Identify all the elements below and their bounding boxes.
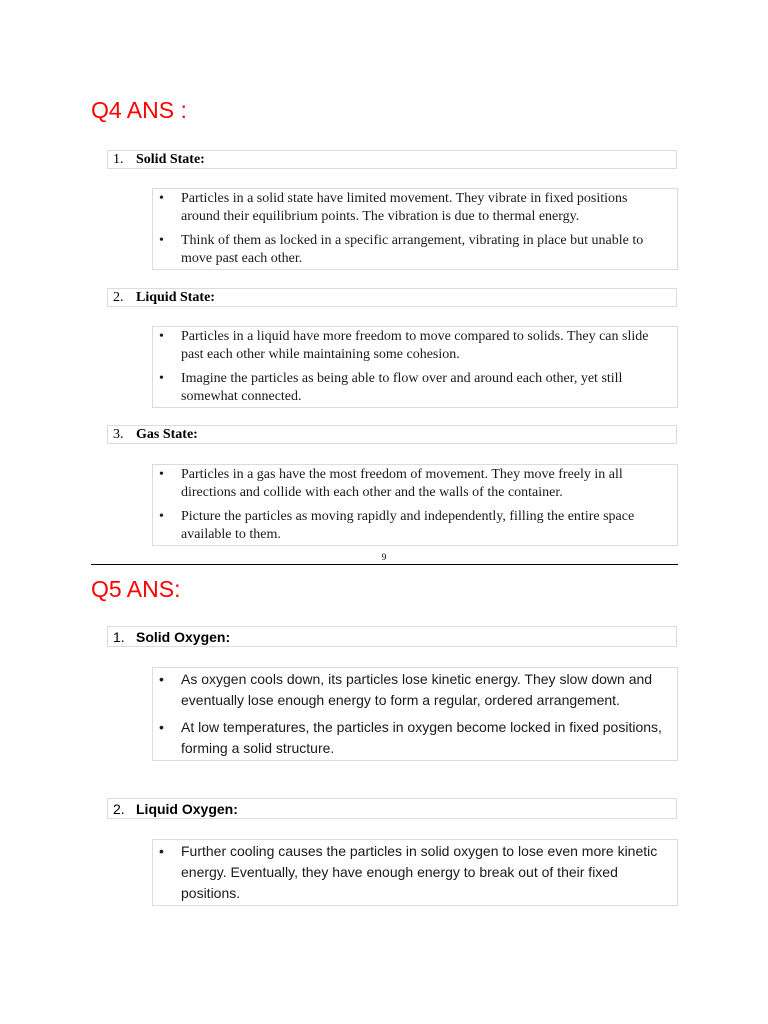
bullet-item xyxy=(153,508,669,544)
bullet-box-gas-state xyxy=(152,464,678,546)
bullet-icon: • xyxy=(159,371,164,386)
bullet-text: Further cooling causes the particles in solid oxygen to lose even more kinetic energy. Eventually, they have enough energy to break out of their fixed positions. xyxy=(181,843,658,901)
bullet-text: As oxygen cools down, its particles lose kinetic energy. They slow down and eventually lose enough energy to form a regular, ordered arrangement. xyxy=(181,671,653,708)
bullet-item xyxy=(153,669,669,711)
bullet-text: Particles in a liquid have more freedom to move compared to solids. They can slide past each other while maintaining some cohesion. xyxy=(181,329,649,362)
bullet-box-liquid-state xyxy=(152,326,678,408)
list-item-gas-state xyxy=(107,425,677,444)
bullet-box-solid-oxygen xyxy=(152,667,678,761)
bullet-item xyxy=(153,841,669,904)
bullet-icon: • xyxy=(159,719,164,735)
item-number: 3. xyxy=(113,426,124,442)
item-number: 1. xyxy=(113,151,124,167)
bullet-icon: • xyxy=(159,671,164,687)
bullet-item xyxy=(153,370,669,406)
bullet-text: Particles in a gas have the most freedom of movement. They move freely in all directions and collide with each other and the walls of the container. xyxy=(181,467,623,500)
bullet-icon: • xyxy=(159,191,164,206)
list-item-solid-oxygen xyxy=(107,626,677,647)
item-number: 2. xyxy=(113,289,124,305)
bullet-text: At low temperatures, the particles in oxygen become locked in fixed positions, forming a solid structure. xyxy=(181,719,662,756)
bullet-text: Imagine the particles as being able to flow over and around each other, yet still somewhat connected. xyxy=(181,371,623,404)
bullet-box-liquid-oxygen xyxy=(152,839,678,906)
bullet-item xyxy=(153,232,669,268)
bullet-item xyxy=(153,717,669,759)
item-label: Solid Oxygen: xyxy=(136,628,231,645)
item-number: 2. xyxy=(113,800,125,817)
list-item-liquid-oxygen xyxy=(107,798,677,819)
bullet-icon: • xyxy=(159,329,164,344)
bullet-item xyxy=(153,328,669,364)
list-item-liquid-state xyxy=(107,288,677,307)
bullet-icon: • xyxy=(159,467,164,482)
bullet-item xyxy=(153,190,669,226)
list-item-solid-state xyxy=(107,150,677,169)
page-number: 9 xyxy=(381,552,387,562)
bullet-text: Think of them as locked in a specific arrangement, vibrating in place but unable to move past each other. xyxy=(181,233,644,266)
bullet-text: Picture the particles as moving rapidly and independently, filling the entire space available to them. xyxy=(181,509,635,542)
item-label: Liquid State: xyxy=(136,289,215,305)
q5-heading: Q5 ANS: xyxy=(91,576,181,602)
bullet-icon: • xyxy=(159,843,164,859)
bullet-text: Particles in a solid state have limited movement. They vibrate in fixed positions around their equilibrium points. The vibration is due to thermal energy. xyxy=(181,191,628,224)
bullet-icon: • xyxy=(159,509,164,524)
bullet-item xyxy=(153,466,669,502)
bullet-box-solid-state xyxy=(152,188,678,270)
item-number: 1. xyxy=(113,628,125,645)
q4-heading: Q4 ANS : xyxy=(91,97,187,123)
page-divider xyxy=(91,564,678,565)
bullet-icon: • xyxy=(159,233,164,248)
item-label: Solid State: xyxy=(136,151,205,167)
item-label: Gas State: xyxy=(136,426,198,442)
item-label: Liquid Oxygen: xyxy=(136,800,238,817)
